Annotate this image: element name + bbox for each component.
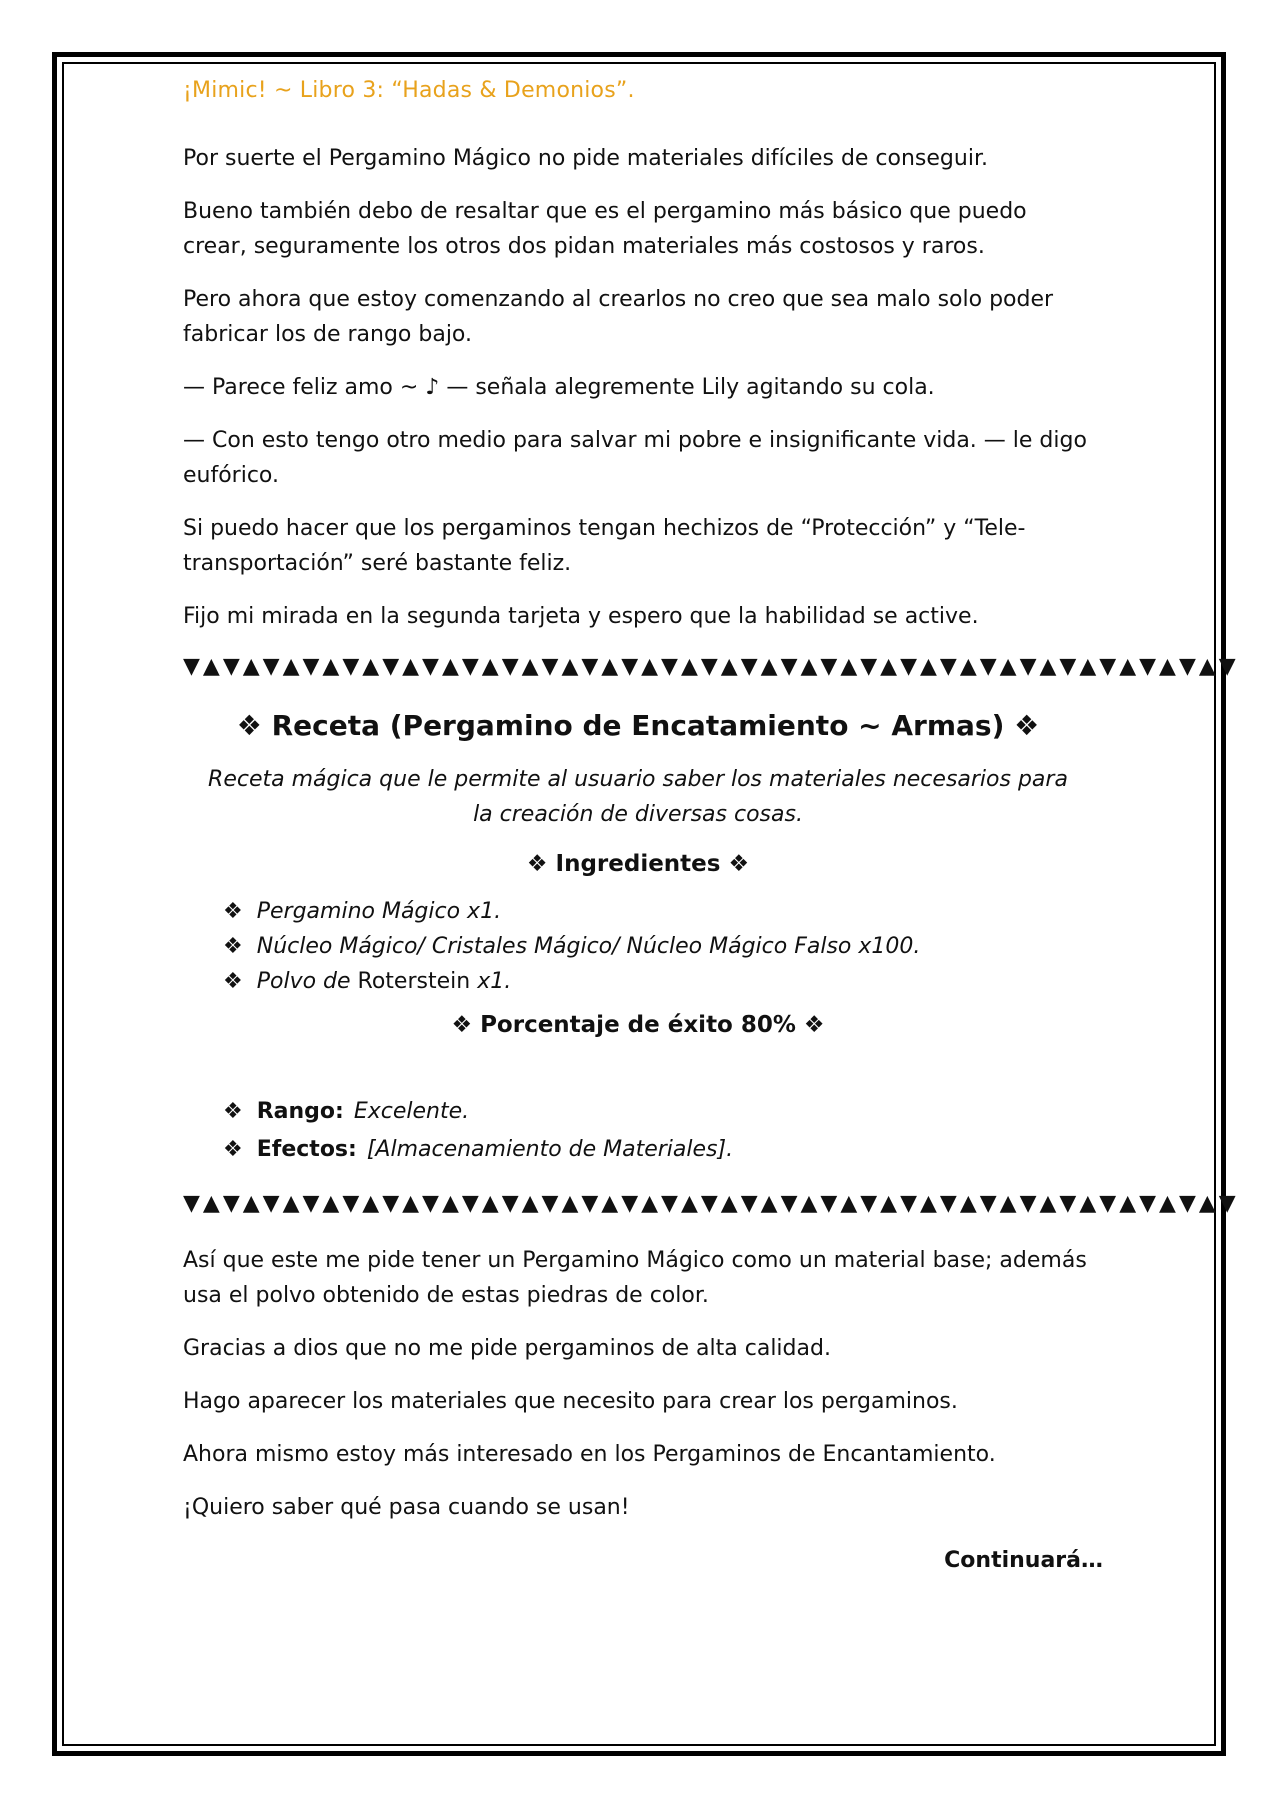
effects-value: [Almacenamiento de Materiales]. bbox=[366, 1137, 734, 1162]
recipe-stats bbox=[223, 1093, 1093, 1169]
dialogue-line: — Con esto tengo otro medio para salvar mi pobre e insignificante vida. — le digo eufórico. bbox=[183, 428, 1087, 488]
triangle-divider-bottom: ▼▲▼▲▼▲▼▲▼▲▼▲▼▲▼▲▼▲▼▲▼▲▼▲▼▲▼▲▼▲▼▲▼▲▼▲▼▲▼▲▼▲▼▲▼▲▼▲▼▲▼▲▼ bbox=[183, 1191, 1239, 1216]
effects-row bbox=[223, 1131, 1093, 1169]
paragraph: Bueno también debo de resaltar que es el pergamino más básico que puedo crear, seguramente los otros dos pidan materiales más costosos y raros. bbox=[183, 199, 1027, 259]
dialogue-line: — Parece feliz amo ~ ♪ — señala alegremente Lily agitando su cola. bbox=[183, 375, 935, 400]
ingredient-text: Pergamino Mágico x1. bbox=[256, 899, 502, 924]
ingredient-item bbox=[223, 964, 1093, 999]
paragraph: Pero ahora que estoy comenzando al crearlos no creo que sea malo solo poder fabricar los de rango bajo. bbox=[183, 287, 1054, 347]
ingredient-text-pre: Polvo de bbox=[256, 969, 358, 994]
paragraph: Gracias a dios que no me pide pergaminos de alta calidad. bbox=[183, 1336, 831, 1361]
rank-value: Excelente. bbox=[353, 1099, 470, 1124]
diamond-bullet-icon: ❖ bbox=[223, 969, 243, 994]
recipe-description: Receta mágica que le permite al usuario saber los materiales necesarios para la creación de diversas cosas. bbox=[208, 767, 1068, 827]
ingredient-text: Núcleo Mágico/ Cristales Mágico/ Núcleo Mágico Falso x100. bbox=[256, 934, 921, 959]
ingredient-item bbox=[223, 929, 1093, 964]
ingredients-list bbox=[223, 894, 1093, 999]
ingredients-title: ❖ Ingredientes ❖ bbox=[526, 851, 750, 877]
ingredient-item bbox=[223, 894, 1093, 929]
page-content bbox=[183, 70, 1239, 1578]
paragraph: ¡Quiero saber qué pasa cuando se usan! bbox=[183, 1495, 630, 1520]
diamond-bullet-icon: ❖ bbox=[223, 934, 243, 959]
success-rate: ❖ Porcentaje de éxito 80% ❖ bbox=[451, 1012, 825, 1038]
triangle-divider-top: ▼▲▼▲▼▲▼▲▼▲▼▲▼▲▼▲▼▲▼▲▼▲▼▲▼▲▼▲▼▲▼▲▼▲▼▲▼▲▼▲▼▲▼▲▼▲▼▲▼▲▼▲▼ bbox=[183, 654, 1239, 679]
paragraph: Si puedo hacer que los pergaminos tengan hechizos de “Protección” y “Tele-transportación” seré bastante feliz. bbox=[183, 516, 1026, 576]
rank-label: Rango: bbox=[256, 1099, 344, 1124]
rank-row bbox=[223, 1093, 1093, 1131]
ingredient-text-name: Roterstein bbox=[357, 969, 471, 994]
effects-label: Efectos: bbox=[256, 1137, 357, 1162]
ingredient-text-post: x1. bbox=[470, 969, 512, 994]
paragraph: Ahora mismo estoy más interesado en los Pergaminos de Encantamiento. bbox=[183, 1442, 996, 1467]
recipe-title: ❖ Receta (Pergamino de Encatamiento ~ Armas) ❖ bbox=[236, 709, 1040, 742]
diamond-bullet-icon: ❖ bbox=[223, 1137, 243, 1162]
book-header: ¡Mimic! ~ Libro 3: “Hadas & Demonios”. bbox=[183, 78, 635, 103]
continue-label: Continuará… bbox=[944, 1548, 1103, 1573]
diamond-bullet-icon: ❖ bbox=[223, 1099, 243, 1124]
paragraph: Por suerte el Pergamino Mágico no pide materiales difíciles de conseguir. bbox=[183, 146, 988, 171]
paragraph: Fijo mi mirada en la segunda tarjeta y espero que la habilidad se active. bbox=[183, 604, 979, 629]
paragraph: Así que este me pide tener un Pergamino Mágico como un material base; además usa el polvo obtenido de estas piedras de color. bbox=[183, 1248, 1087, 1308]
paragraph: Hago aparecer los materiales que necesito para crear los pergaminos. bbox=[183, 1389, 958, 1414]
diamond-bullet-icon: ❖ bbox=[223, 899, 243, 924]
